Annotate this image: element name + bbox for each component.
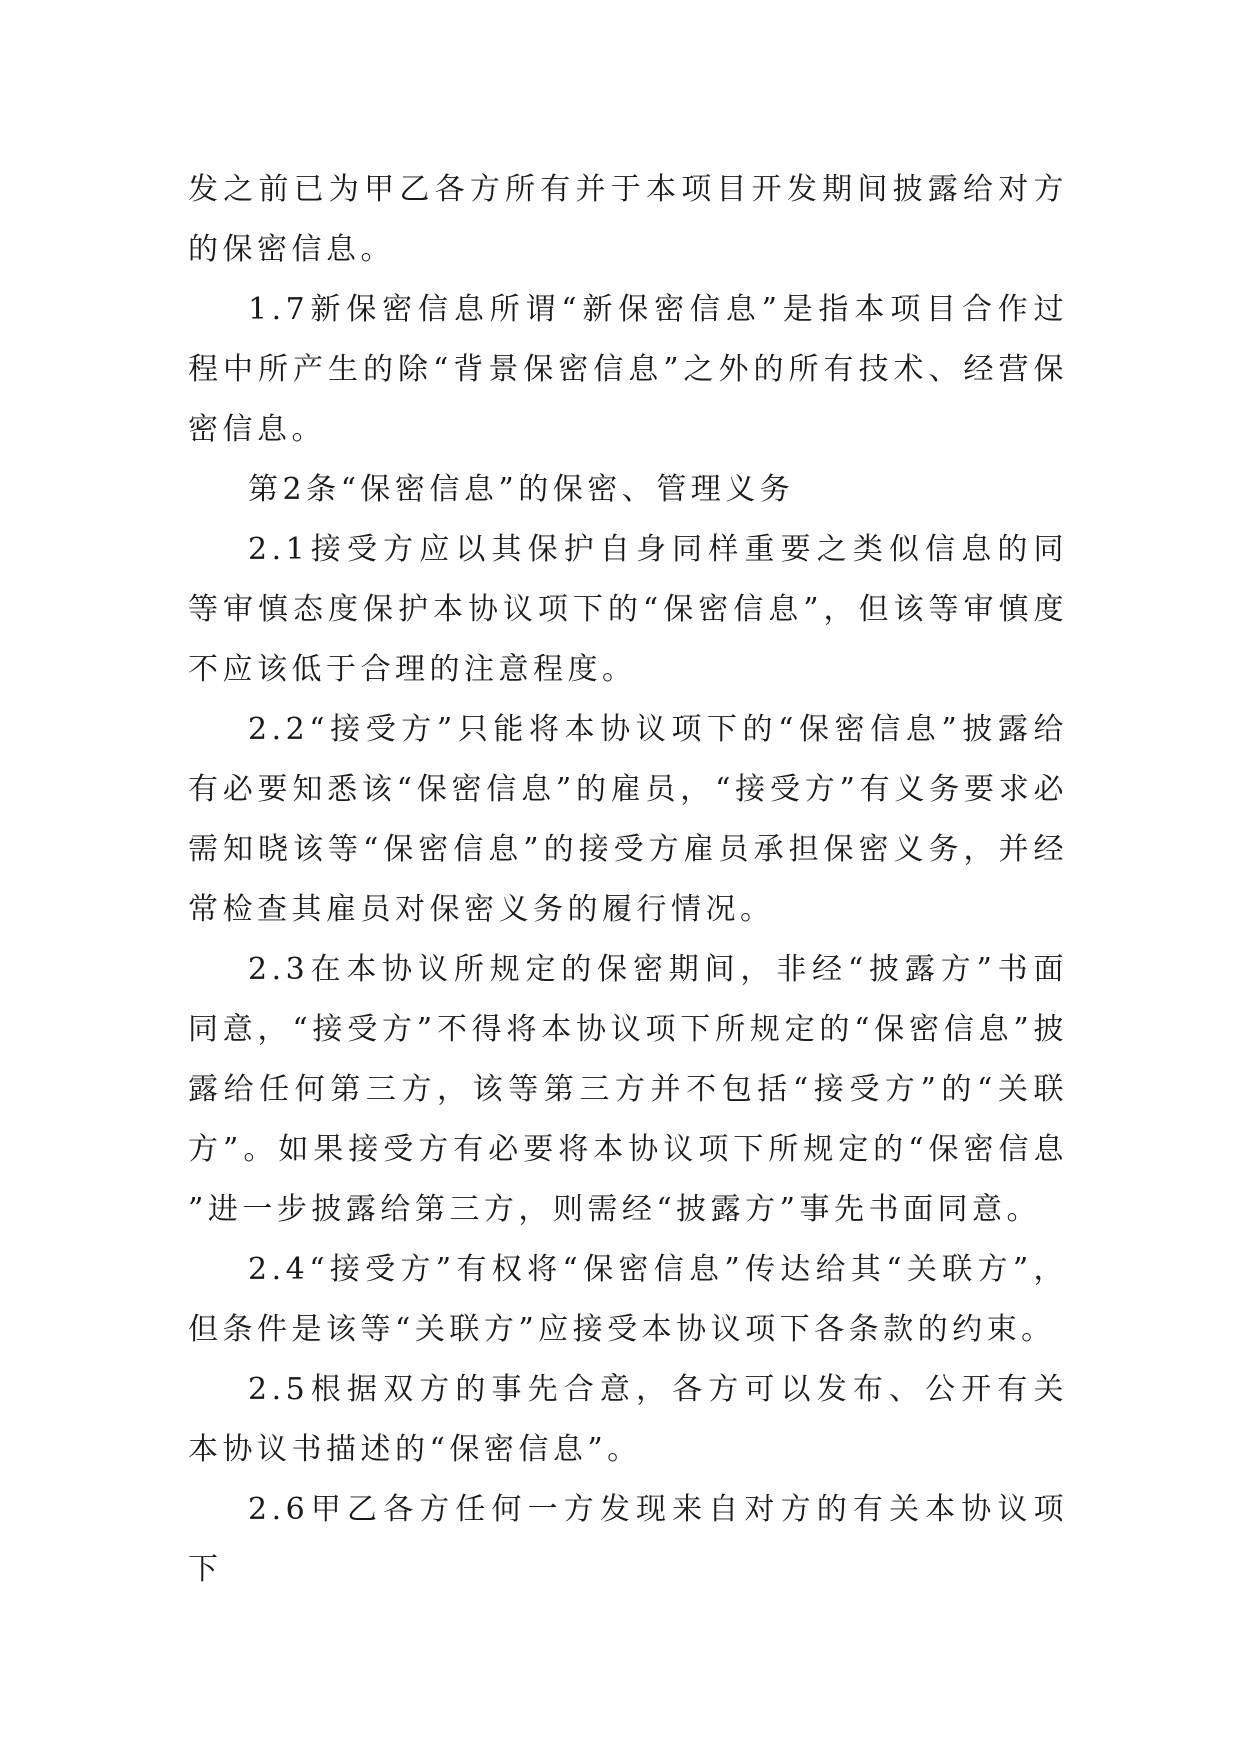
paragraph-continuation: 发之前已为甲乙各方所有并于本项目开发期间披露给对方的保密信息。 <box>188 172 1068 267</box>
paragraph-clause-2-5: 2.5根据双方的事先合意，各方可以发布、公开有关本协议书描述的“保密信息”。 <box>188 1372 1068 1467</box>
paragraph-clause-2-4: 2.4“接受方”有权将“保密信息”传达给其“关联方”，但条件是该等“关联方”应接受本协议项下各条款的约束。 <box>188 1252 1068 1347</box>
paragraph-clause-2-6: 2.6甲乙各方任何一方发现来自对方的有关本协议项下 <box>188 1492 1068 1587</box>
paragraph-clause-1-7: 1.7新保密信息所谓“新保密信息”是指本项目合作过程中所产生的除“背景保密信息”之外的所有技术、经营保密信息。 <box>188 292 1068 447</box>
paragraph-clause-2-3: 2.3在本协议所规定的保密期间，非经“披露方”书面同意，“接受方”不得将本协议项下所规定的“保密信息”披露给任何第三方，该等第三方并不包括“接受方”的“关联方”。如果接受方有必要将本协议项下所规定的“保密信息”进一步披露给第三方，则需经“披露方”事先书面同意。 <box>188 952 1068 1227</box>
paragraph-clause-2-2: 2.2“接受方”只能将本协议项下的“保密信息”披露给有必要知悉该“保密信息”的雇员，“接受方”有义务要求必需知晓该等“保密信息”的接受方雇员承担保密义务，并经常检查其雇员对保密义务的履行情况。 <box>188 712 1068 927</box>
document-body <box>188 160 1068 1600</box>
section-heading-article-2: 第2条“保密信息”的保密、管理义务 <box>248 472 795 507</box>
paragraph-clause-2-1: 2.1接受方应以其保护自身同样重要之类似信息的同等审慎态度保护本协议项下的“保密信息”，但该等审慎度不应该低于合理的注意程度。 <box>188 532 1068 687</box>
